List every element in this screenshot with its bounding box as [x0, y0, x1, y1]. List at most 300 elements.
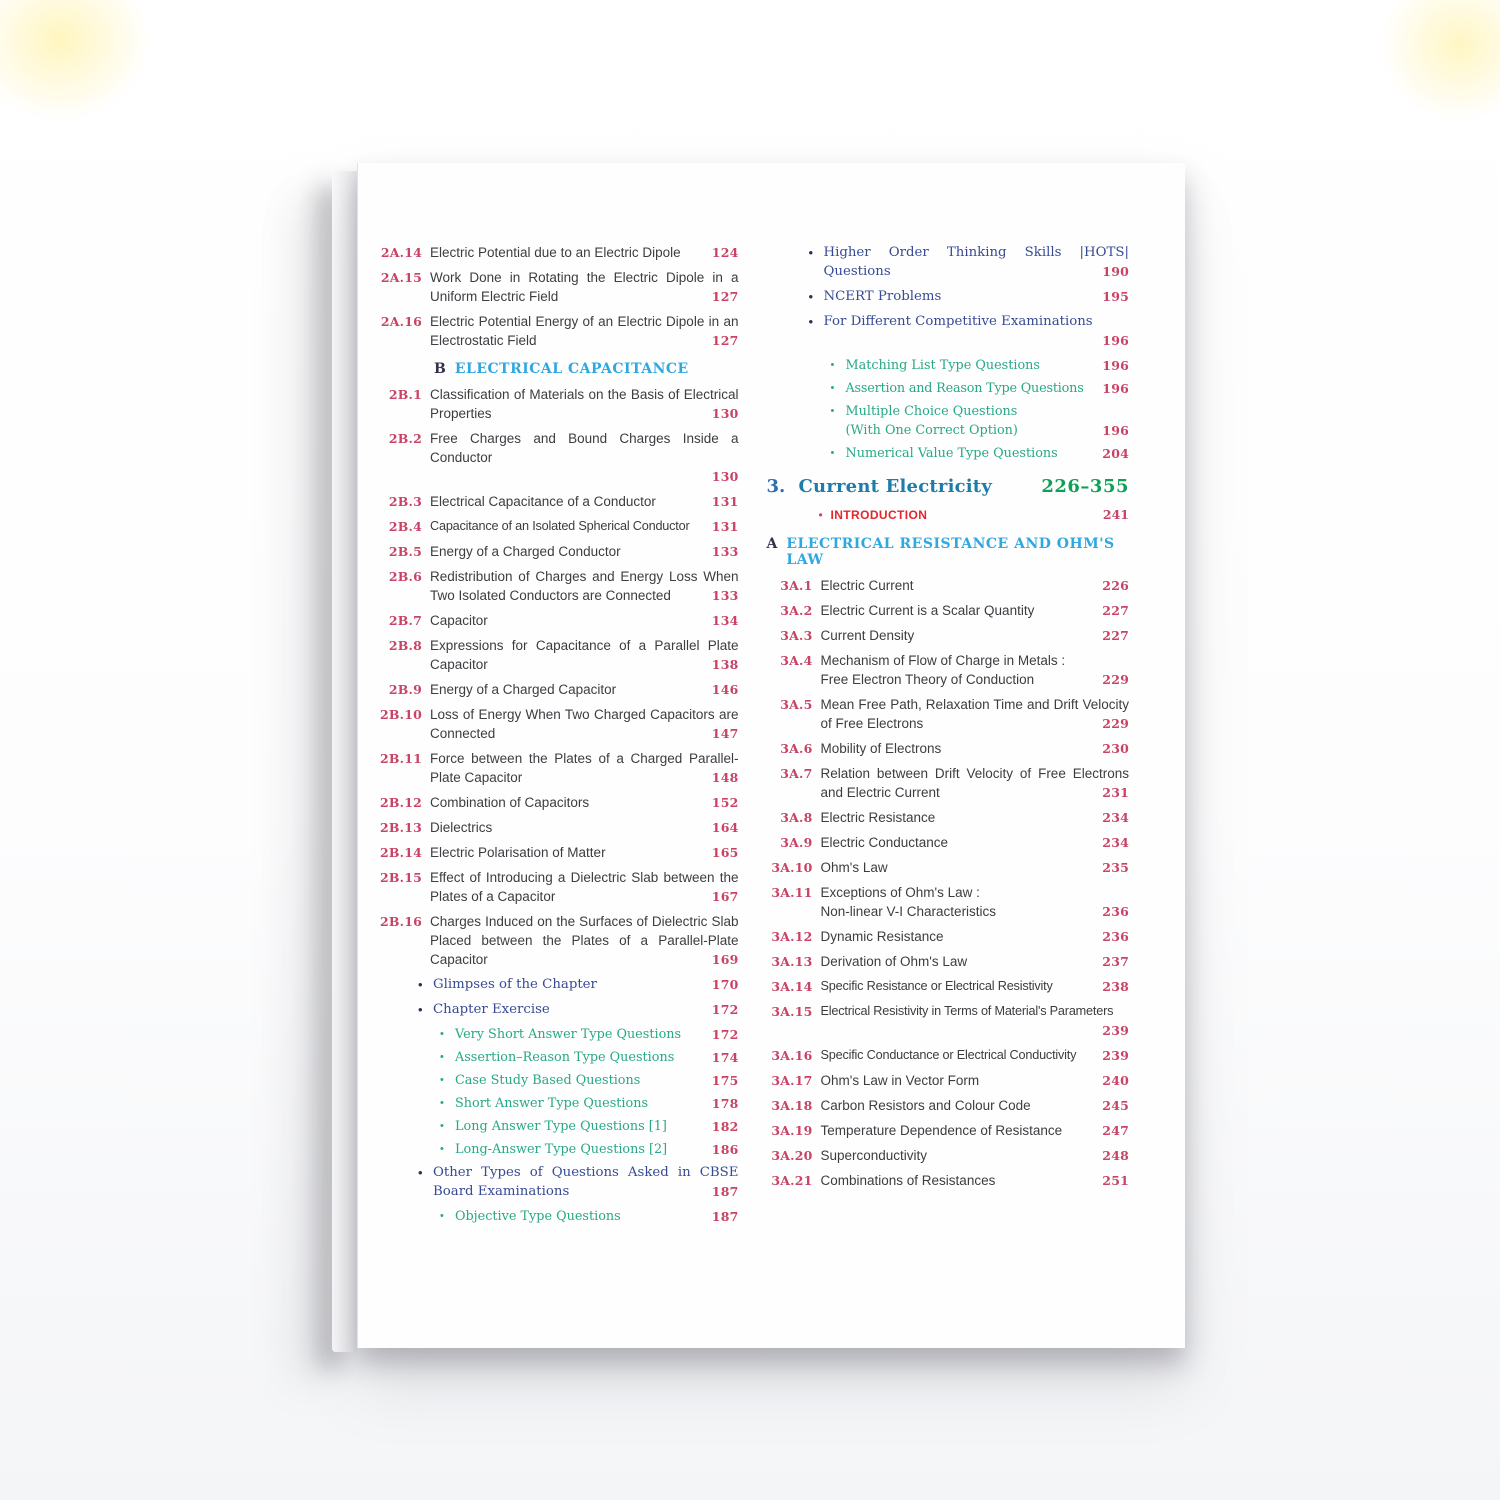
book-spine-edge: [332, 171, 357, 1352]
toc-page-number: 167: [711, 889, 739, 904]
toc-page-number: 230: [1102, 741, 1129, 756]
bullet-icon: •: [818, 508, 823, 522]
toc-entry-title: Specific Resistance or Electrical Resistivity: [820, 979, 1053, 993]
toc-entry-body: [821, 952, 1130, 971]
toc-entry-number: 3A.1: [780, 578, 813, 593]
toc-entry-number: 3A.3: [780, 628, 813, 643]
toc-entry-body: [430, 567, 739, 605]
bullet-icon: •: [830, 405, 835, 417]
table-of-contents: [376, 243, 1129, 1230]
toc-entry-body: [430, 749, 739, 787]
toc-right-column: [767, 243, 1130, 1230]
toc-subbullet-item-title: Very Short Answer Type Questions: [455, 1027, 682, 1042]
toc-entry: [376, 868, 739, 906]
toc-subbullet-item: [376, 1207, 739, 1226]
toc-entry-title: Temperature Dependence of Resistance: [820, 1123, 1063, 1138]
toc-subbullet-item: [767, 444, 1130, 463]
toc-entry-body: [430, 542, 739, 561]
toc-entry: [767, 927, 1130, 946]
toc-entry: [767, 808, 1130, 827]
toc-entry-number: 2B.12: [379, 795, 422, 810]
toc-page-number: 169: [711, 952, 739, 967]
toc-subbullet-item-title: Long Answer Type Questions [1]: [455, 1119, 667, 1134]
toc-subbullet-item: [376, 1025, 739, 1044]
toc-page-number: 240: [1102, 1073, 1129, 1088]
intro-label: INTRODUCTION: [830, 508, 928, 522]
toc-subbullet-item-title: Short Answer Type Questions: [455, 1096, 649, 1111]
toc-page-number: 196: [1102, 333, 1129, 348]
toc-entry: [376, 542, 739, 561]
toc-entry-body: [430, 705, 739, 743]
bullet-icon: •: [808, 245, 814, 260]
toc-page-number: 124: [711, 245, 739, 260]
section-letter: A: [766, 536, 778, 552]
toc-entry-number: 2B.15: [379, 870, 422, 885]
toc-entry-title: Free Charges and Bound Charges Inside a Conductor: [430, 431, 739, 465]
toc-entry-body: [430, 385, 739, 423]
toc-entry-number: 3A.4: [780, 653, 813, 668]
toc-bullet-item: [376, 1163, 739, 1201]
toc-entry-title: Mobility of Electrons: [820, 741, 942, 756]
toc-subbullet-item-title: Assertion–Reason Type Questions: [455, 1050, 675, 1065]
book: [357, 163, 1185, 1348]
toc-entry: [767, 952, 1130, 971]
toc-subbullet-item-body: [455, 1207, 739, 1226]
toc-bullet-item: [767, 287, 1130, 306]
bullet-icon: •: [830, 382, 835, 394]
toc-entry-title: Superconductivity: [820, 1148, 928, 1163]
section-title: ELECTRICAL CAPACITANCE: [454, 361, 689, 377]
toc-page-number: 175: [711, 1073, 739, 1088]
toc-entry: [767, 977, 1130, 996]
toc-page-number: 127: [711, 333, 739, 348]
toc-entry-title: Dynamic Resistance: [820, 929, 944, 944]
toc-entry-number: 3A.20: [771, 1148, 813, 1163]
toc-entry: [376, 793, 739, 812]
toc-entry-body: [821, 858, 1130, 877]
toc-bullet-item: [767, 312, 1130, 350]
toc-page-number: 133: [711, 544, 739, 559]
toc-page-number: 227: [1102, 603, 1129, 618]
toc-bullet-item-body: [824, 312, 1130, 350]
toc-entry-body: [821, 601, 1130, 620]
toc-page-number: 131: [711, 494, 739, 509]
toc-entry-number: 3A.12: [771, 929, 813, 944]
toc-entry-number: 2B.7: [388, 613, 422, 628]
toc-entry-body: [430, 818, 739, 837]
toc-page-number: 234: [1102, 835, 1129, 850]
book-page: [357, 163, 1185, 1348]
toc-entry-number: 2B.16: [379, 914, 422, 929]
toc-entry-title: Capacitance of an Isolated Spherical Conductor: [430, 519, 690, 533]
toc-entry-title: Current Density: [820, 628, 915, 643]
toc-entry-number: 2B.8: [388, 638, 422, 653]
toc-entry: [767, 1146, 1130, 1165]
toc-entry-number: 3A.5: [780, 697, 813, 712]
toc-entry: [376, 517, 739, 536]
toc-entry: [767, 739, 1130, 758]
toc-subbullet-item-body: [455, 1094, 739, 1113]
toc-page-number: 186: [711, 1142, 739, 1157]
toc-entry-title: Mean Free Path, Relaxation Time and Drift Velocity of Free Electrons: [820, 697, 1129, 731]
toc-page-number: 148: [711, 770, 739, 785]
toc-entry: [376, 749, 739, 787]
toc-entry: [376, 268, 739, 306]
toc-entry-body: [821, 695, 1130, 733]
bullet-icon: •: [440, 1051, 444, 1063]
toc-subbullet-item: [767, 402, 1130, 440]
toc-bullet-item-title: Higher Order Thinking Skills |HOTS| Questions: [823, 245, 1129, 279]
bullet-icon: •: [440, 1120, 444, 1132]
toc-entry-title: Electric Resistance: [820, 810, 936, 825]
toc-page-number: 236: [1102, 929, 1129, 944]
toc-entry-title: Electric Current is a Scalar Quantity: [820, 603, 1035, 618]
toc-subbullet-item-body: [846, 379, 1130, 398]
toc-page-number: 196: [1102, 358, 1129, 373]
toc-entry-number: 2B.6: [388, 569, 422, 584]
toc-page-number: 234: [1102, 810, 1129, 825]
toc-bullet-item-body: [824, 243, 1130, 281]
toc-entry-number: 3A.16: [771, 1048, 813, 1063]
toc-subbullet-item-title-line2: 196 (With One Correct Option): [845, 423, 1129, 438]
toc-page-number: 237: [1102, 954, 1129, 969]
toc-page-number: 174: [711, 1050, 739, 1065]
toc-entry-title: Combinations of Resistances: [820, 1173, 996, 1188]
toc-subbullet-item: [376, 1117, 739, 1136]
toc-page-number: 245: [1102, 1098, 1129, 1113]
background-tint-top-right: [1380, 0, 1500, 120]
toc-subbullet-item: [376, 1071, 739, 1090]
toc-page-number: 238: [1102, 979, 1129, 994]
toc-entry-number: 2B.1: [388, 387, 422, 402]
toc-entry-title: Expressions for Capacitance of a Parallel Plate Capacitor: [430, 638, 739, 672]
toc-page-number: 147: [711, 726, 739, 741]
toc-entry-title: Electric Conductance: [820, 835, 949, 850]
toc-entry-title: Force between the Plates of a Charged Parallel-Plate Capacitor: [430, 751, 739, 785]
toc-entry-number: 3A.19: [771, 1123, 813, 1138]
toc-entry: [767, 858, 1130, 877]
bullet-icon: •: [830, 447, 835, 459]
toc-entry-body: [430, 793, 739, 812]
toc-entry-number: 2B.13: [379, 820, 422, 835]
toc-entry-body: [821, 1071, 1130, 1090]
toc-bullet-item-body: [433, 1163, 739, 1201]
toc-entry-title: Derivation of Ohm's Law: [820, 954, 968, 969]
toc-subbullet-item-body: [846, 444, 1130, 463]
toc-entry-body: [821, 576, 1130, 595]
toc-page-number: 236: [1102, 904, 1129, 919]
toc-entry-number: 2B.14: [379, 845, 422, 860]
toc-bullet-item-title: Glimpses of the Chapter: [433, 977, 597, 992]
section-title: ELECTRICAL RESISTANCE AND OHM'S LAW: [786, 536, 1115, 568]
toc-entry: [376, 611, 739, 630]
toc-entry-body: [821, 764, 1130, 802]
toc-entry-body: [430, 243, 739, 262]
toc-entry: [376, 843, 739, 862]
toc-entry: [376, 243, 739, 262]
toc-subbullet-item-title: Assertion and Reason Type Questions: [845, 381, 1084, 396]
toc-entry: [767, 576, 1130, 595]
toc-page-number: 187: [711, 1184, 739, 1199]
toc-bullet-item-title: NCERT Problems: [823, 289, 942, 304]
toc-entry: [376, 818, 739, 837]
toc-entry-title: Energy of a Charged Capacitor: [430, 682, 617, 697]
toc-subbullet-item-title: Long-Answer Type Questions [2]: [455, 1142, 668, 1157]
toc-entry-title-line2: 236 Non-linear V-I Characteristics: [820, 904, 1129, 919]
toc-entry-number: 2B.2: [388, 431, 422, 446]
toc-left-column: [376, 243, 739, 1230]
toc-entry-body: [821, 1096, 1130, 1115]
toc-entry-number: 3A.7: [780, 766, 813, 781]
toc-entry-title: Classification of Materials on the Basis of Electrical Properties: [430, 387, 739, 421]
toc-page-number: 235: [1102, 860, 1129, 875]
toc-page-number: 204: [1102, 446, 1129, 461]
toc-bullet-item: [376, 1000, 739, 1019]
toc-bullet-item-title: Chapter Exercise: [433, 1002, 550, 1017]
toc-entry: [376, 636, 739, 674]
toc-entry: [376, 912, 739, 969]
toc-subbullet-item: [376, 1048, 739, 1067]
toc-entry-title: Electric Current: [820, 578, 914, 593]
toc-entry-number: 2B.4: [388, 519, 422, 534]
toc-entry-title: Electric Potential Energy of an Electric Dipole in an Electrostatic Field: [430, 314, 739, 348]
toc-entry-number: 3A.10: [771, 860, 813, 875]
toc-page-number: 239: [1102, 1048, 1129, 1063]
toc-entry-title: Charges Induced on the Surfaces of Dielectric Slab Placed between the Plates of a Parallel-Plate Capacitor: [430, 914, 739, 967]
toc-page-number: 247: [1102, 1123, 1129, 1138]
toc-entry: [767, 764, 1130, 802]
toc-subbullet-item-body: [455, 1071, 739, 1090]
toc-page-number: 133: [711, 588, 739, 603]
toc-entry: [376, 680, 739, 699]
bullet-icon: •: [440, 1074, 444, 1086]
toc-bullet-item-body: [433, 975, 739, 994]
toc-entry-body: [821, 833, 1130, 852]
toc-entry-body: [821, 739, 1130, 758]
toc-entry-number: 2A.14: [380, 245, 422, 260]
toc-page-number: 239: [1102, 1023, 1129, 1038]
toc-subbullet-item-body: [455, 1025, 739, 1044]
chapter-number: 3.: [766, 476, 786, 497]
toc-subbullet-item-title: Multiple Choice Questions: [845, 404, 1018, 419]
toc-entry-body: [430, 429, 739, 486]
toc-subbullet-item-body: [846, 402, 1130, 440]
toc-entry: [376, 312, 739, 350]
toc-entry: [767, 695, 1130, 733]
toc-subbullet-item-body: [455, 1048, 739, 1067]
toc-page-number: 178: [711, 1096, 739, 1111]
toc-entry-number: 2B.10: [379, 707, 422, 722]
toc-entry-body: [430, 312, 739, 350]
toc-subbullet-item: [767, 379, 1130, 398]
toc-entry-number: 3A.18: [771, 1098, 813, 1113]
toc-subbullet-item-body: [455, 1140, 739, 1159]
toc-entry-body: [821, 1046, 1130, 1065]
toc-bullet-item-body: [433, 1000, 739, 1019]
toc-entry-number: 3A.15: [771, 1004, 813, 1019]
toc-page-number: 130: [711, 469, 739, 484]
toc-entry-body: [430, 611, 739, 630]
toc-entry: [767, 1002, 1130, 1040]
toc-entry-title: Capacitor: [430, 613, 488, 628]
toc-entry-body: [430, 492, 739, 511]
toc-page-number: 172: [711, 1027, 739, 1042]
toc-subbullet-item-body: [455, 1117, 739, 1136]
toc-chapter-heading: [767, 476, 1130, 497]
toc-entry-body: [430, 517, 739, 536]
toc-entry-title: Electric Polarisation of Matter: [430, 845, 606, 860]
toc-page-number: 195: [1102, 289, 1129, 304]
bullet-icon: •: [418, 977, 423, 992]
toc-entry-number: 3A.13: [771, 954, 813, 969]
toc-entry-title: Combination of Capacitors: [430, 795, 590, 810]
toc-entry-number: 2B.11: [379, 751, 422, 766]
toc-page-number: 127: [711, 289, 739, 304]
toc-entry-body: [821, 883, 1130, 921]
toc-page-number: 165: [711, 845, 739, 860]
bullet-icon: •: [440, 1210, 444, 1222]
toc-entry-title: Effect of Introducing a Dielectric Slab between the Plates of a Capacitor: [430, 870, 739, 904]
toc-bullet-item-title: For Different Competitive Examinations: [823, 314, 1093, 329]
bullet-icon: •: [830, 359, 835, 371]
toc-entry: [767, 1071, 1130, 1090]
toc-subbullet-item-title: Case Study Based Questions: [455, 1073, 641, 1088]
toc-entry-body: [430, 680, 739, 699]
toc-page-number: 226: [1102, 578, 1129, 593]
toc-entry-title: Specific Conductance or Electrical Conductivity: [820, 1048, 1077, 1062]
toc-entry-number: 3A.6: [780, 741, 813, 756]
chapter-page-range: 226–355: [1041, 476, 1129, 497]
toc-bullet-item: [767, 243, 1130, 281]
toc-entry-number: 3A.21: [771, 1173, 813, 1188]
toc-page-number: 196: [1102, 423, 1129, 438]
toc-entry: [767, 651, 1130, 689]
toc-entry: [767, 1171, 1130, 1190]
toc-entry-title: Carbon Resistors and Colour Code: [820, 1098, 1031, 1113]
toc-page-number: 190: [1102, 264, 1129, 279]
toc-entry-title: Energy of a Charged Conductor: [430, 544, 621, 559]
toc-entry: [376, 492, 739, 511]
bullet-icon: •: [440, 1143, 444, 1155]
toc-entry: [767, 1121, 1130, 1140]
bullet-icon: •: [808, 289, 814, 304]
toc-entry: [376, 567, 739, 605]
chapter-title: Current Electricity: [798, 476, 992, 497]
toc-entry-number: 2B.9: [388, 682, 422, 697]
toc-subbullet-item: [376, 1094, 739, 1113]
toc-page-number: 172: [711, 1002, 739, 1017]
bullet-icon: •: [418, 1165, 423, 1180]
toc-bullet-item: [376, 975, 739, 994]
background-tint-top-left: [0, 0, 150, 120]
toc-entry: [767, 833, 1130, 852]
toc-intro-item: [767, 506, 1130, 525]
toc-entry-body: [430, 868, 739, 906]
toc-page-number: 229: [1102, 716, 1129, 731]
toc-page-number: 241: [1102, 507, 1129, 522]
toc-entry-number: 3A.9: [780, 835, 813, 850]
toc-entry-title: Electric Potential due to an Electric Dipole: [430, 245, 681, 260]
toc-entry-body: [821, 977, 1130, 996]
toc-page-number: 170: [711, 977, 739, 992]
toc-page-number: 182: [711, 1119, 739, 1134]
toc-entry-body: [430, 636, 739, 674]
toc-entry-body: [821, 626, 1130, 645]
toc-entry: [767, 1096, 1130, 1115]
toc-subbullet-item-title: Matching List Type Questions: [845, 358, 1040, 373]
toc-entry-number: 2B.5: [388, 544, 422, 559]
toc-page-number: 134: [711, 613, 739, 628]
toc-entry-number: 3A.2: [780, 603, 813, 618]
toc-entry: [767, 601, 1130, 620]
toc-entry: [376, 429, 739, 486]
toc-entry-title: Exceptions of Ohm's Law :: [820, 885, 980, 900]
toc-page-number: 146: [711, 682, 739, 697]
toc-page-number: 196: [1102, 381, 1129, 396]
toc-subbullet-item: [376, 1140, 739, 1159]
toc-entry-number: 2A.16: [380, 314, 422, 329]
toc-entry-title: Electrical Resistivity in Terms of Material's Parameters: [820, 1004, 1114, 1018]
toc-section-header: [767, 536, 1130, 568]
toc-entry-body: [821, 651, 1130, 689]
toc-entry-title: Ohm's Law in Vector Form: [820, 1073, 980, 1088]
toc-entry-title: Mechanism of Flow of Charge in Metals :: [820, 653, 1066, 668]
bullet-icon: •: [440, 1028, 444, 1040]
toc-entry-title: Ohm's Law: [820, 860, 888, 875]
toc-page-number: 251: [1102, 1173, 1129, 1188]
toc-subbullet-item-title: Objective Type Questions: [455, 1209, 621, 1224]
toc-entry-title: Loss of Energy When Two Charged Capacitors are Connected: [430, 707, 739, 741]
toc-page-number: 248: [1102, 1148, 1129, 1163]
toc-entry-number: 2B.3: [388, 494, 422, 509]
toc-subbullet-item: [767, 356, 1130, 375]
toc-subbullet-item-title: Numerical Value Type Questions: [845, 446, 1058, 461]
toc-entry-body: [430, 268, 739, 306]
toc-entry-body: [821, 1002, 1130, 1040]
toc-entry-body: [821, 808, 1130, 827]
toc-entry: [376, 705, 739, 743]
bullet-icon: •: [418, 1002, 423, 1017]
toc-page-number: 164: [711, 820, 739, 835]
toc-bullet-item-body: [824, 287, 1130, 306]
toc-page-number: 138: [711, 657, 739, 672]
toc-entry-number: 3A.17: [771, 1073, 813, 1088]
toc-entry-body: [821, 1146, 1130, 1165]
toc-entry-number: 3A.14: [771, 979, 813, 994]
toc-entry-title: Redistribution of Charges and Energy Loss When Two Isolated Conductors are Connected: [430, 569, 739, 603]
toc-entry: [376, 385, 739, 423]
bullet-icon: •: [808, 314, 814, 329]
toc-page-number: 131: [711, 519, 739, 534]
bullet-icon: •: [440, 1097, 444, 1109]
toc-page-number: 130: [711, 406, 739, 421]
toc-page-number: 187: [711, 1209, 739, 1224]
toc-entry: [767, 626, 1130, 645]
toc-entry-title: Work Done in Rotating the Electric Dipole in a Uniform Electric Field: [430, 270, 739, 304]
toc-entry-number: 2A.15: [380, 270, 422, 285]
toc-entry-body: [821, 1121, 1130, 1140]
toc-subbullet-item-body: [846, 356, 1130, 375]
toc-entry-title-line2: 229 Free Electron Theory of Conduction: [820, 672, 1129, 687]
toc-page-number: 152: [711, 795, 739, 810]
toc-entry-body: [821, 1171, 1130, 1190]
section-letter: B: [434, 361, 446, 377]
toc-bullet-item-title: Other Types of Questions Asked in CBSE Board Examinations: [433, 1165, 739, 1199]
toc-entry: [767, 883, 1130, 921]
toc-entry-number: 3A.8: [780, 810, 813, 825]
toc-page-number: 231: [1102, 785, 1129, 800]
toc-entry-body: [821, 927, 1130, 946]
